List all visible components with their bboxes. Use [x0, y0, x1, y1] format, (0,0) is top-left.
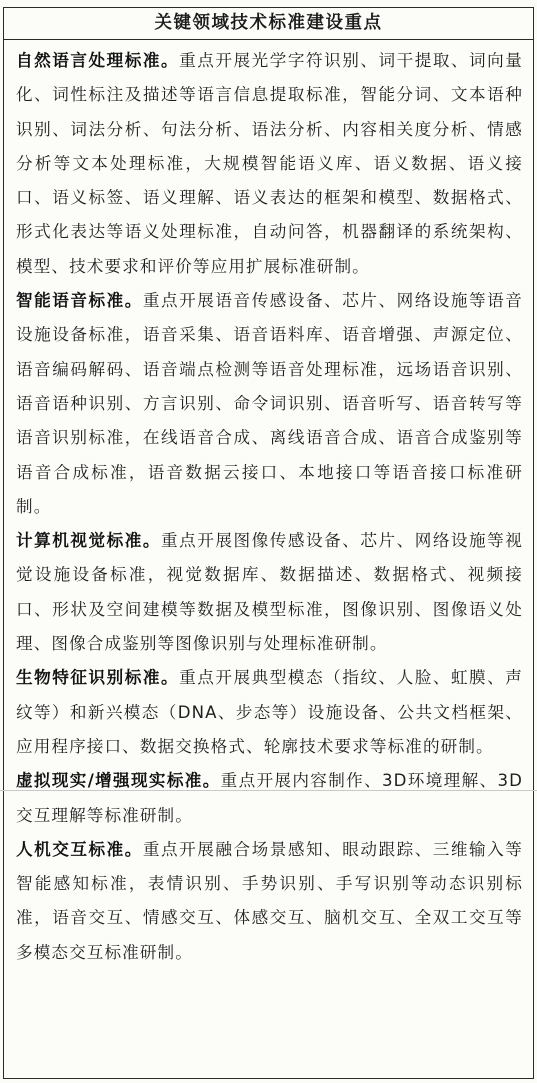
paragraph-title: 虚拟现实/增强现实标准。 [16, 771, 221, 791]
paragraph-hci [16, 833, 523, 970]
paragraph-title: 生物特征识别标准。 [16, 668, 180, 688]
paragraph-speech [16, 284, 523, 524]
paragraph-text: 重点开展语音传感设备、芯片、网络设施等语音设施设备标准，语音采集、语音语料库、语音增强、声源定位、语音编码解码、语音端点检测等语音处理标准，远场语音识别、语音语种识别、方言识别、命令词识别、语音听写、语音转写等语音识别标准，在线语音合成、离线语音合成、语音合成鉴别等语音合成标准，语音数据云接口、本地接口等语音接口标准研制。 [16, 291, 523, 516]
paragraph-biometrics [16, 661, 523, 764]
paragraph-vision [16, 524, 523, 661]
paragraph-nlp [16, 44, 523, 284]
table-body [4, 40, 533, 970]
paragraph-text: 重点开展图像传感设备、芯片、网络设施等视觉设施设备标准，视觉数据库、数据描述、数据格式、视频接口、形状及空间建模等数据及模型标准，图像识别、图像语义处理、图像合成鉴别等图像识别与处理标准研制。 [16, 531, 523, 654]
paragraph-title: 人机交互标准。 [16, 839, 143, 859]
paragraph-text: 重点开展典型模态（指纹、人脸、虹膜、声纹等）和新兴模态（DNA、步态等）设施设备、公共文档框架、应用程序接口、数据交换格式、轮廓技术要求等标准的研制。 [16, 668, 523, 756]
standards-table [3, 7, 534, 1079]
table-header: 关键领域技术标准建设重点 [4, 8, 533, 40]
paragraph-title: 自然语言处理标准。 [16, 51, 180, 70]
paragraph-text: 重点开展内容制作、3D环境理解、3D交互理解等标准研制。 [16, 771, 523, 825]
paragraph-vr-ar [16, 764, 523, 833]
paragraph-text: 重点开展光学字符识别、词干提取、词向量化、词性标注及描述等语言信息提取标准，智能分词、文本语种识别、词法分析、句法分析、语法分析、内容相关度分析、情感分析等文本处理标准，大规模智能语义库、语义数据、语义接口、语义标签、语义理解、语义表达的框架和模型、数据格式、形式化表达等语义处理标准，自动问答，机器翻译的系统架构、模型、技术要求和评价等应用扩展标准研制。 [16, 51, 523, 276]
paragraph-title: 计算机视觉标准。 [16, 531, 161, 551]
paragraph-text: 重点开展融合场景感知、眼动跟踪、三维输入等智能感知标准，表情识别、手势识别、手写识别等动态识别标准，语音交互、情感交互、体感交互、脑机交互、全双工交互等多模态交互标准研制。 [16, 839, 523, 962]
scan-seam-line [0, 790, 537, 791]
paragraph-title: 智能语音标准。 [16, 291, 143, 311]
